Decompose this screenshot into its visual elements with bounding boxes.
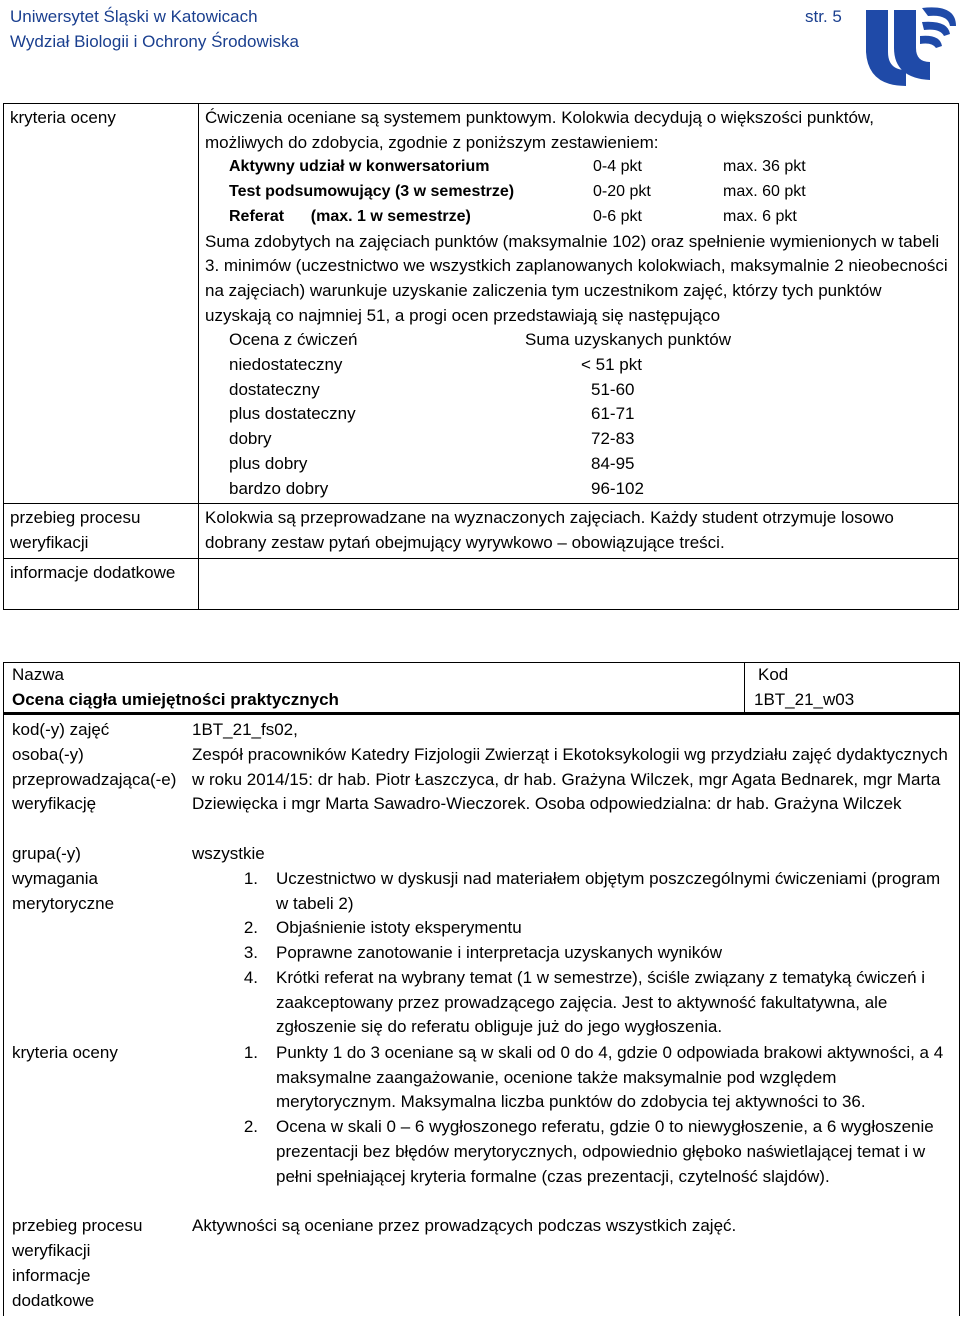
criteria-intro: Ćwiczenia oceniane są systemem punktowym. Kolokwia decydują o większości punktów, możliwych do zdobycia, zgodnie z poniższym zestawieniem:: [205, 108, 874, 152]
osoba-value: Zespół pracowników Katedry Fizjologii Zwierząt i Ekotoksykologii wg przydziału zajęć dydaktycznych w roku 2014/15: dr hab. Piotr Łaszczyca, dr hab. Grażyna Wilczek, mgr Agata Bednarek, mgr Marta Dziewięcka i mgr Marta Sawadro-Wieczorek. Osoba odpowiedzialna: dr hab. Grażyna Wilczek: [192, 745, 948, 814]
grade-points: 96-102: [591, 478, 644, 498]
process-label: przebieg procesu weryfikacji: [4, 504, 199, 558]
list-number: 2.: [243, 918, 258, 938]
kryteria-value: [192, 1041, 952, 1189]
wymagania-value: [192, 867, 952, 1040]
list-number: 4.: [243, 967, 258, 987]
points-row: [229, 205, 952, 230]
university-logo-icon: [858, 0, 958, 88]
list-number: 1.: [243, 1043, 258, 1062]
grade-row: [229, 378, 952, 403]
grade-row: [229, 477, 952, 502]
points-row: [229, 155, 952, 180]
points-item-range: 0-4 pkt: [593, 158, 642, 176]
list-item: [192, 916, 952, 941]
points-item-name: Aktywny udział w konwersatorium: [229, 158, 490, 176]
list-item: [192, 966, 952, 1040]
assessment-code: 1BT_21_w03: [754, 690, 855, 709]
osoba-label: osoba(-y) przeprowadzająca(-e) weryfikację: [12, 745, 177, 814]
grupa-value: wszystkie: [192, 844, 265, 863]
criteria-summary: Suma zdobytych na zajęciach punktów (maksymalnie 102) oraz spełnienie wymienionych w tabeli 3. minimów (uczestnictwo we wszystkich zaplanowanych kolokwiach, maksymalnie 2 nieobecności na zajęciach) warunkuje uzyskanie zaliczenia tym uczestnikom zajęć, którzy tych punktów uzyskają co najmniej 51, a progi ocen przedstawiają się następująco: [205, 231, 948, 325]
list-item: [192, 941, 952, 966]
criteria-content: [199, 104, 959, 504]
page-number: str. 5: [805, 7, 842, 26]
grade-column-header: Ocena z ćwiczeń: [229, 330, 358, 350]
list-text: Punkty 1 do 3 oceniane są w skali od 0 do 4, gdzie 0 odpowiada brakowi aktywności, a 4 maksymalne zaangażowanie, ocenione także maksymalnie pod względem merytorycznym. Maksymalna liczba punktów do zdobycia tej aktywności to 36.: [276, 1043, 944, 1112]
grade-row: [229, 427, 952, 452]
points-item-range: 0-6 pkt: [593, 207, 642, 225]
info-text: [199, 558, 959, 609]
points-item-name: Test podsumowujący (3 w semestrze): [229, 183, 515, 201]
grade-row: [229, 353, 952, 378]
points-item-name: Referat (max. 1 w semestrze): [229, 207, 471, 225]
code-label: Kod: [758, 665, 789, 684]
grade-name: bardzo dobry: [229, 478, 329, 498]
grade-name: plus dostateczny: [229, 404, 356, 424]
points-column-header: Suma uzyskanych punktów: [525, 330, 731, 350]
requirements-list: [192, 867, 952, 1040]
grade-points: 72-83: [591, 429, 635, 449]
list-item: [192, 1041, 952, 1115]
points-item-range: 0-20 pkt: [593, 183, 651, 201]
info-label: informacje dodatkowe: [4, 558, 199, 609]
process-text: Kolokwia są przeprowadzane na wyznaczonych zajęciach. Każdy student otrzymuje losowo dobrany zestaw pytań obejmujący wyrywkowo – obowiązujące treści.: [199, 504, 959, 558]
grade-name: dobry: [229, 429, 272, 449]
grade-points: 61-71: [591, 404, 635, 424]
kod-label: kod(-y) zajęć: [12, 720, 110, 739]
list-item: [192, 1115, 952, 1189]
grade-row: [229, 452, 952, 477]
grade-scale-header: [229, 328, 952, 353]
list-text: Objaśnienie istoty eksperymentu: [276, 918, 522, 938]
criteria-label: kryteria oceny: [4, 104, 199, 504]
przebieg-value: Aktywności są oceniane przez prowadzących podczas wszystkich zajęć.: [192, 1216, 737, 1235]
points-item-max: max. 60 pkt: [723, 183, 806, 201]
grade-name: plus dobry: [229, 453, 308, 473]
list-number: 1.: [243, 869, 258, 888]
list-text: Ocena w skali 0 – 6 wygłoszonego referatu, gdzie 0 to niewygłoszenie, a 6 wygłoszenie prezentacji bez błędów merytorycznych, odpowiednio głęboko naświetlającej temat i w pełni spełniającej kryteria formalne (czas prezentacji, czytelność slajdów).: [276, 1117, 934, 1186]
wymagania-label: wymagania merytoryczne: [12, 869, 115, 913]
points-item-max: max. 36 pkt: [723, 158, 806, 176]
kod-value: 1BT_21_fs02,: [192, 720, 298, 739]
divider: [3, 712, 959, 715]
grade-name: dostateczny: [229, 379, 320, 399]
faculty-name: Wydział Biologii i Ochrony Środowiska: [10, 32, 299, 51]
list-text: Poprawne zanotowanie i interpretacja uzyskanych wyników: [276, 943, 723, 963]
list-number: 3.: [243, 943, 258, 963]
points-item-max: max. 6 pkt: [723, 207, 797, 225]
points-row: [229, 180, 952, 205]
list-item: [192, 867, 952, 916]
university-name: Uniwersytet Śląski w Katowicach: [10, 7, 258, 26]
list-text: Krótki referat na wybrany temat (1 w semestrze), ściśle związany z tematyką ćwiczeń i zaakceptowany przez prowadzącego zajęcia. Jest to aktywność fakultatywna, ale zgłoszenie się do referatu obliguje już do jego wygłoszenia.: [276, 967, 926, 1037]
grade-name: niedostateczny: [229, 355, 343, 375]
points-breakdown: [205, 155, 952, 229]
info2-label: informacje dodatkowe: [12, 1266, 95, 1310]
list-number: 2.: [243, 1117, 258, 1137]
assessment-title: Ocena ciągła umiejętności praktycznych: [12, 690, 339, 709]
grupa-label: grupa(-y): [12, 844, 81, 863]
assessment-table-1: [3, 103, 959, 610]
criteria-list: [192, 1041, 952, 1189]
list-text: Uczestnictwo w dyskusji nad materiałem objętym poszczególnymi ćwiczeniami (program w tabeli 2): [276, 869, 941, 913]
grade-points: 84-95: [591, 453, 635, 473]
grade-row: [229, 402, 952, 427]
page-header: [10, 4, 299, 54]
grade-scale: [229, 328, 952, 501]
kryteria-label: kryteria oceny: [12, 1043, 118, 1062]
name-label: Nazwa: [12, 665, 64, 684]
table2-header-row: [4, 663, 959, 687]
przebieg-label: przebieg procesu weryfikacji: [12, 1216, 143, 1260]
grade-points: < 51 pkt: [581, 355, 642, 375]
grade-points: 51-60: [591, 379, 635, 399]
